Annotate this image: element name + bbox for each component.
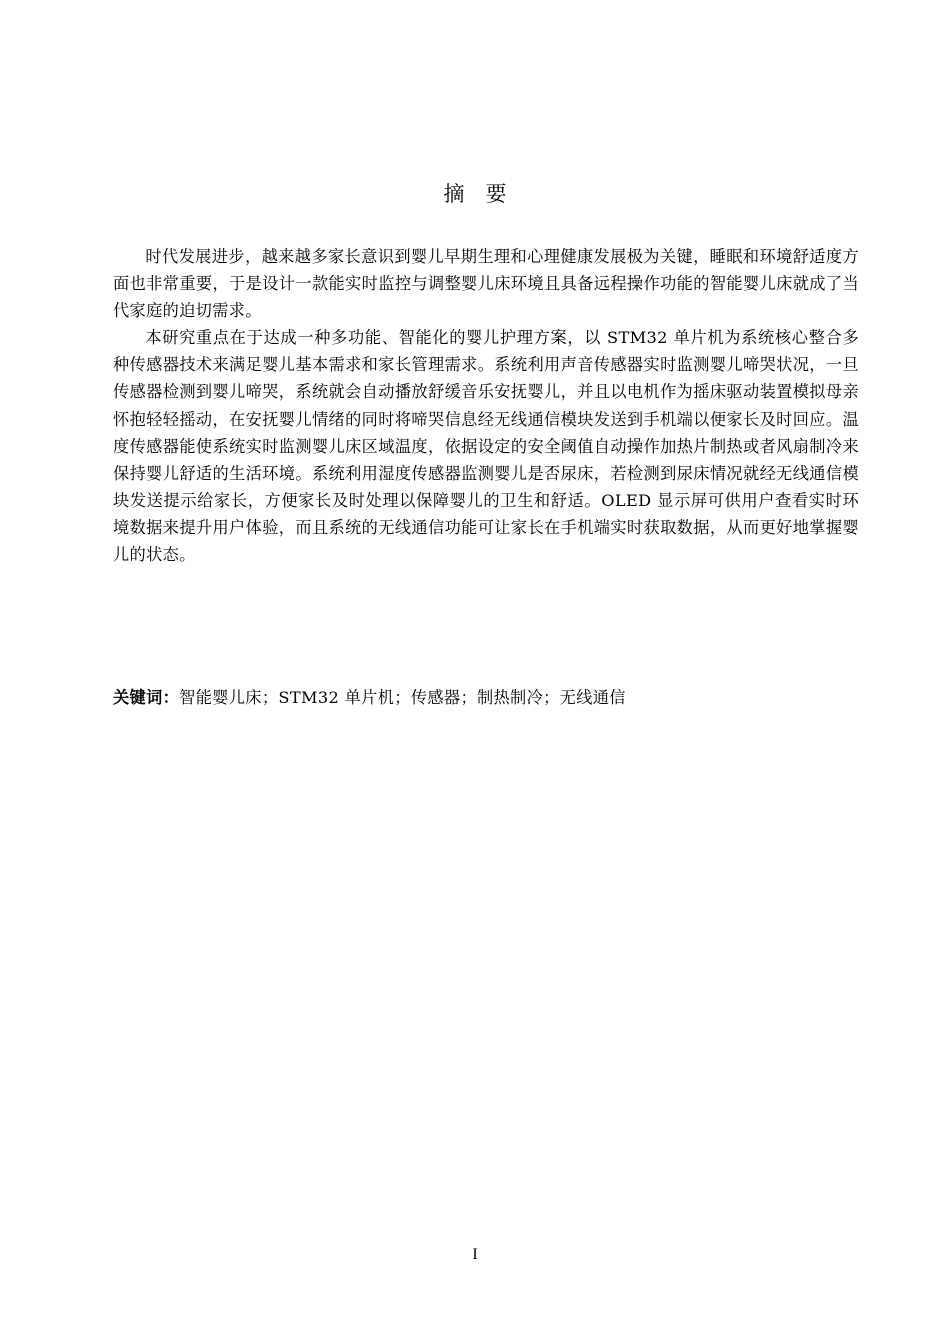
keywords-label: 关键词： bbox=[113, 688, 180, 707]
keywords-line bbox=[113, 684, 859, 711]
abstract-title-char-2: 要 bbox=[485, 182, 507, 206]
abstract-paragraph-1: 时代发展进步，越来越多家长意识到婴儿早期生理和心理健康发展极为关键，睡眠和环境舒适度方面也非常重要，于是设计一款能实时监控与调整婴儿床环境且具备远程操作功能的智能婴儿床就成了当代家庭的迫切需求。 bbox=[113, 247, 859, 321]
abstract-paragraph-2: 本研究重点在于达成一种多功能、智能化的婴儿护理方案，以 STM32 单片机为系统核心整合多种传感器技术来满足婴儿基本需求和家长管理需求。系统利用声音传感器实时监测婴儿啼哭状况，一旦传感器检测到婴儿啼哭，系统就会自动播放舒缓音乐安抚婴儿，并且以电机作为摇床驱动装置模拟母亲怀抱轻轻摇动，在安抚婴儿情绪的同时将啼哭信息经无线通信模块发送到手机端以便家长及时回应。温度传感器能使系统实时监测婴儿床区域温度，依据设定的安全阈值自动操作加热片制热或者风扇制冷来保持婴儿舒适的生活环境。系统利用湿度传感器监测婴儿是否尿床，若检测到尿床情况就经无线通信模块发送提示给家长，方便家长及时处理以保障婴儿的卫生和舒适。OLED 显示屏可供用户查看实时环境数据来提升用户体验，而且系统的无线通信功能可让家长在手机端实时获取数据，从而更好地掌握婴儿的状态。 bbox=[113, 328, 859, 565]
abstract-body bbox=[113, 243, 859, 568]
page-number: I bbox=[472, 1246, 478, 1263]
abstract-title bbox=[0, 178, 950, 210]
keywords-list: 智能婴儿床；STM32 单片机；传感器；制热制冷；无线通信 bbox=[179, 688, 626, 707]
abstract-title-char-1: 摘 bbox=[443, 182, 465, 206]
